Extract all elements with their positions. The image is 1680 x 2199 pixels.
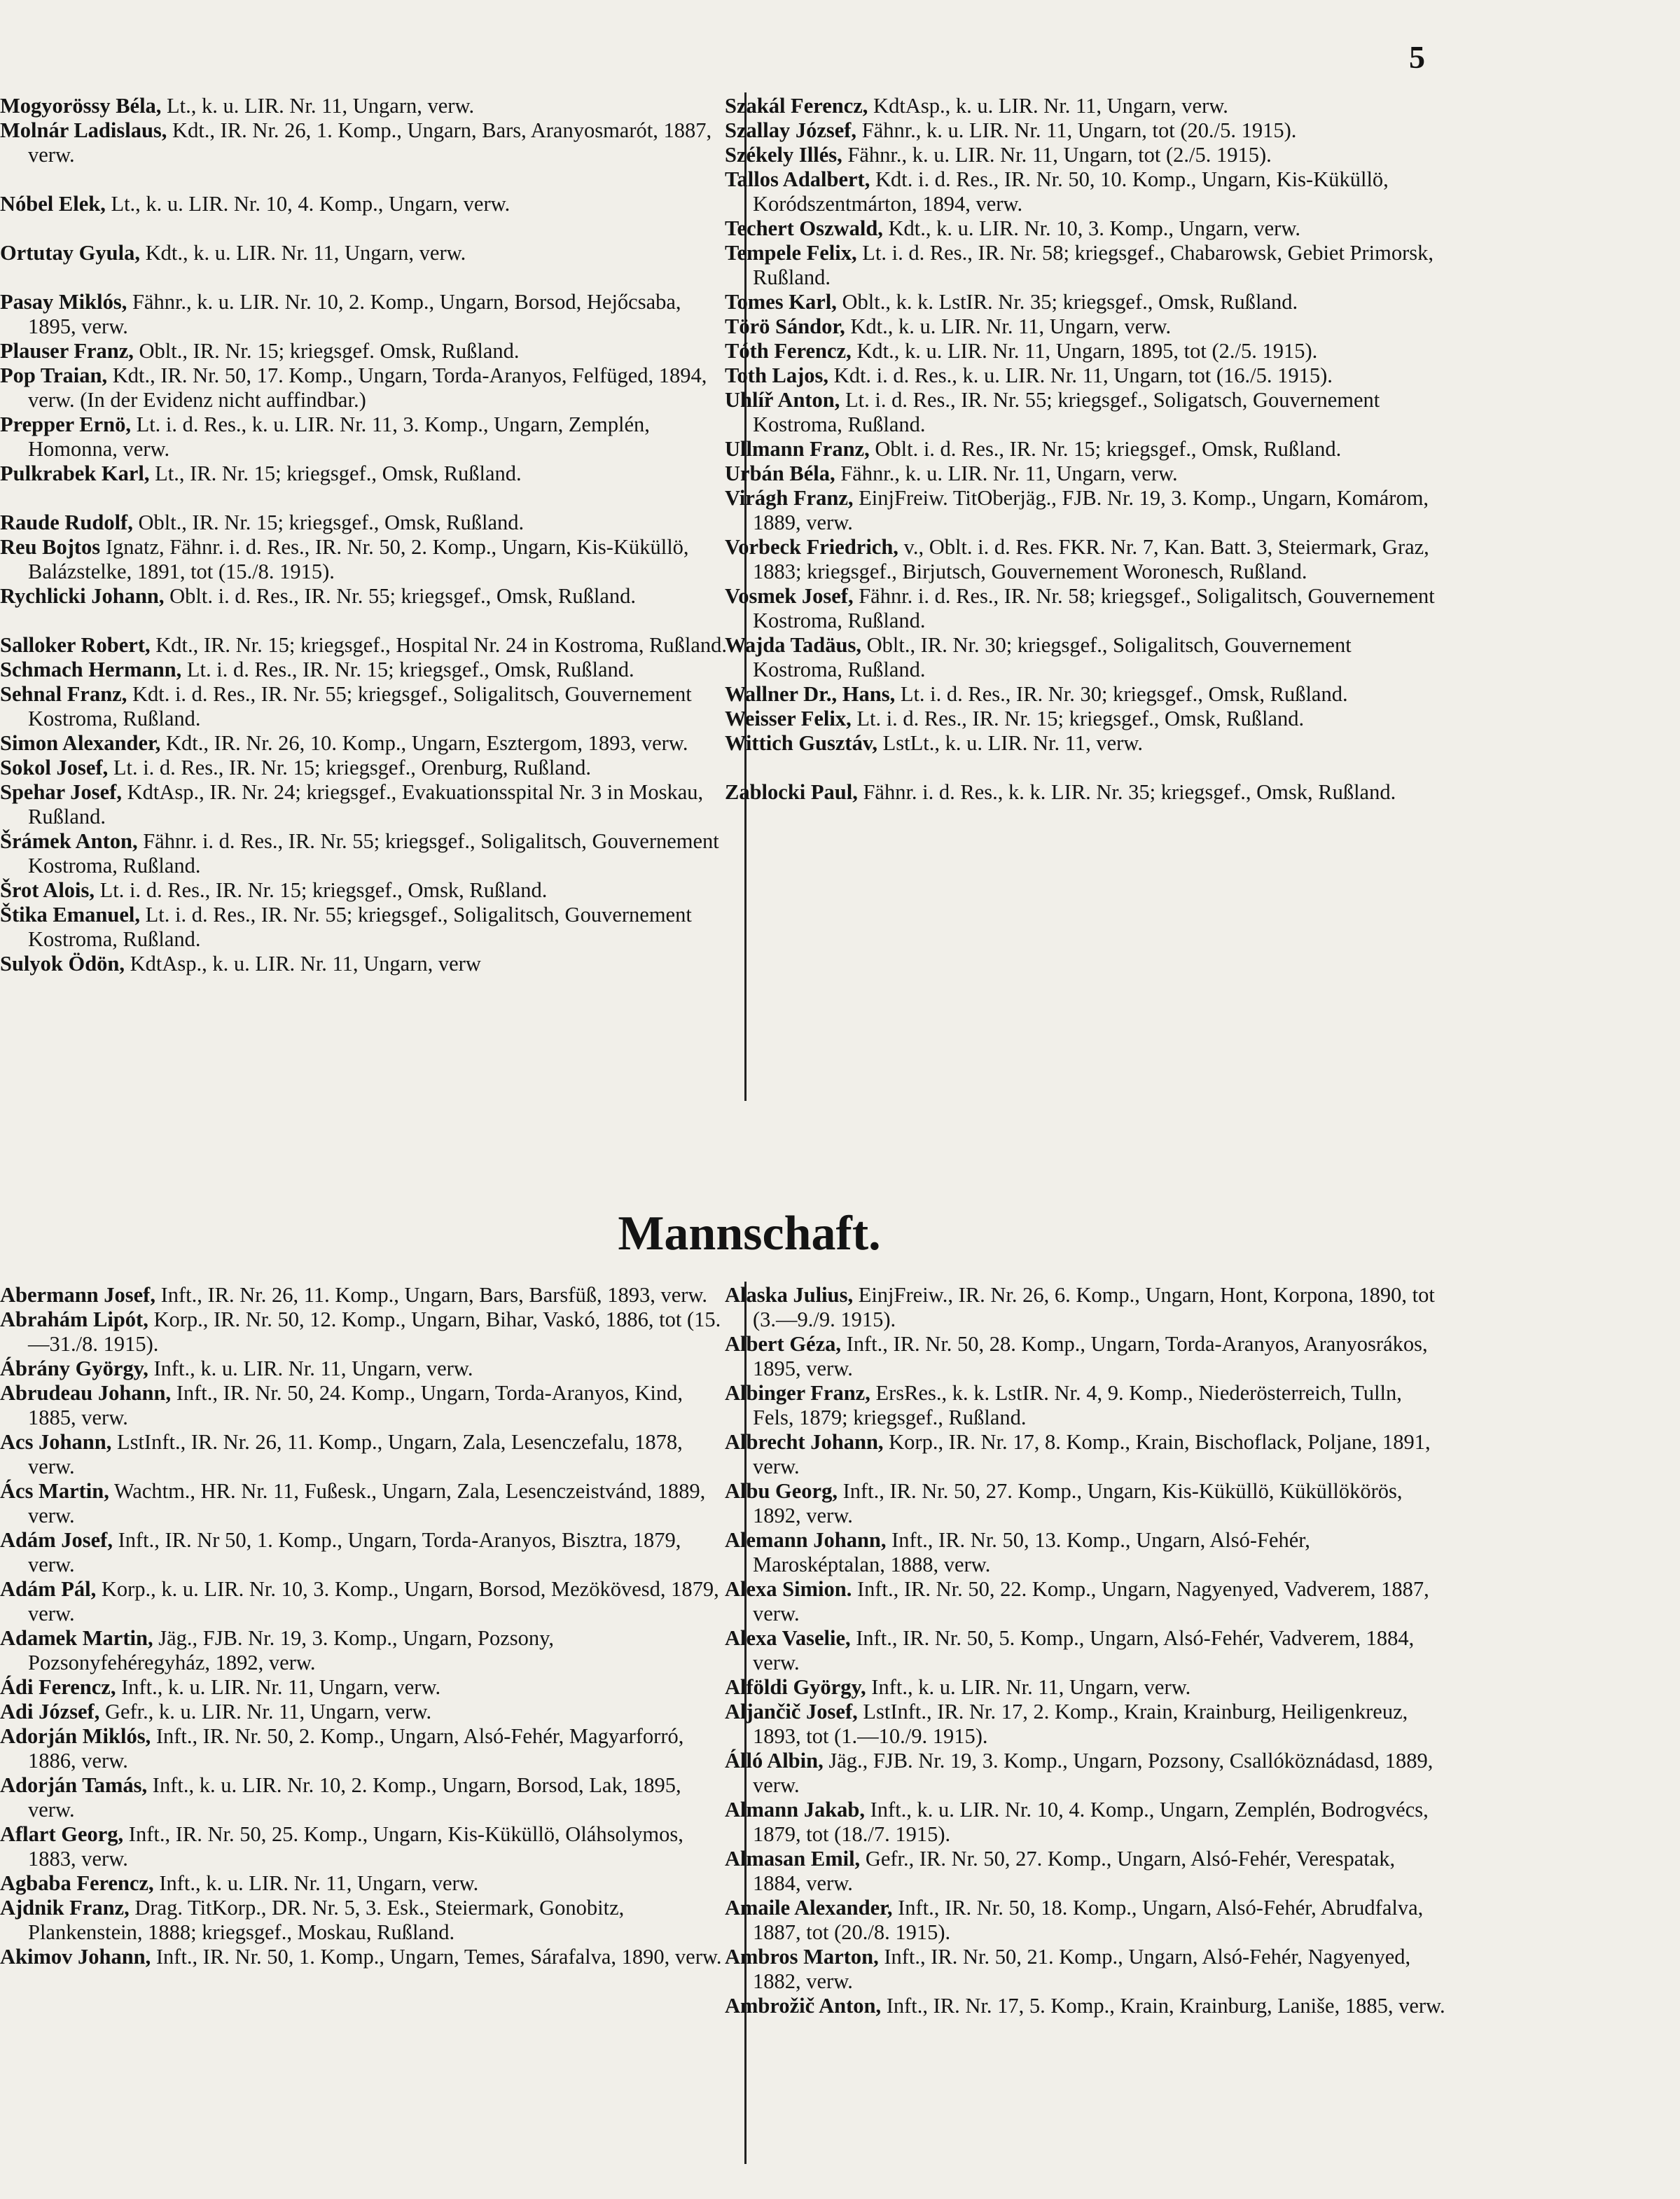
entry-details: Kdt., IR. Nr. 15; kriegsgef., Hospital Nr. 24 in Kostroma, Rußland. [150,633,728,657]
entry-name: Ambrožič Anton, [725,1994,882,2018]
entry-name: Ádi Ferencz, [0,1675,116,1699]
entry-details: Ignatz, Fähnr. i. d. Res., IR. Nr. 50, 2. Komp., Ungarn, Kis-Küküllö, Balázstelke, 1891, tot (15./8. 1915). [28,535,689,583]
entry-details: Kdt., k. u. LIR. Nr. 11, Ungarn, 1895, tot (2./5. 1915). [851,339,1318,363]
entry-details: LstInft., IR. Nr. 17, 2. Komp., Krain, Krainburg, Heiligenkreuz, 1893, tot (1.—10./9. 1915). [753,1700,1408,1748]
entry-name: Nóbel Elek, [0,192,106,216]
entry-details: Kdt. i. d. Res., IR. Nr. 55; kriegsgef., Soligalitsch, Gouvernement Kostroma, Rußland. [28,682,692,730]
entry-name: Techert Oszwald, [725,216,883,240]
register-entry [725,486,1446,535]
entry-details: Inft., k. u. LIR. Nr. 11, Ungarn, verw. [153,1871,479,1895]
entry-details: Inft., IR. Nr 50, 1. Komp., Ungarn, Torda-Aranyos, Bisztra, 1879, verw. [28,1528,681,1576]
entry-details: Inft., IR. Nr. 50, 13. Komp., Ungarn, Alsó-Fehér, Marosképtalan, 1888, verw. [753,1528,1310,1576]
entry-details: Lt. i. d. Res., IR. Nr. 55; kriegsgef., Soligatsch, Gouvernement Kostroma, Rußland. [753,388,1380,436]
entry-name: Wajda Tadäus, [725,633,861,657]
register-entry [725,1381,1446,1430]
register-entry [0,1626,732,1675]
register-entry [725,1847,1446,1896]
register-entry [0,584,732,609]
entry-name: Adám Pál, [0,1577,97,1601]
entry-details: Inft., IR. Nr. 26, 11. Komp., Ungarn, Bars, Barsfüß, 1893, verw. [155,1283,708,1307]
officers-left-column [0,94,732,976]
register-entry [0,1357,732,1381]
register-entry [725,780,1446,805]
mannschaft-right-column [725,1283,1446,2018]
entry-details: Inft., k. u. LIR. Nr. 11, Ungarn, verw. [866,1675,1191,1699]
entry-name: Alexa Simion. [725,1577,852,1601]
register-entry [0,658,732,682]
entry-details: Inft., IR. Nr. 50, 27. Komp., Ungarn, Kis-Küküllö, Küküllökörös, 1892, verw. [753,1479,1403,1527]
entry-details: Jäg., FJB. Nr. 19, 3. Komp., Ungarn, Pozsony, Csallóköznádasd, 1889, verw. [753,1749,1433,1797]
entry-name: Törö Sándor, [725,314,845,338]
entry-name: Schmach Hermann, [0,658,182,681]
entry-details: Kdt., k. u. LIR. Nr. 11, Ungarn, verw. [139,241,466,265]
entry-details: KdtAsp., k. u. LIR. Nr. 11, Ungarn, verw. [868,94,1228,118]
register-entry [725,1430,1446,1479]
register-entry [725,1945,1446,1994]
entry-name: Almasan Emil, [725,1847,861,1871]
register-entry [725,707,1446,731]
entry-details: Lt., IR. Nr. 15; kriegsgef., Omsk, Rußland. [149,462,522,485]
entry-details: Oblt. i. d. Res., IR. Nr. 15; kriegsgef., Omsk, Rußland. [869,437,1342,461]
entry-details: Kdt., IR. Nr. 26, 1. Komp., Ungarn, Bars, Aranyosmarót, 1887, verw. [28,118,712,167]
entry-details: v., Oblt. i. d. Res. FKR. Nr. 7, Kan. Batt. 3, Steiermark, Graz, 1883; kriegsgef., Birjutsch, Gouvernement Woronesch, Rußland. [753,535,1429,583]
register-entry [725,1675,1446,1700]
entry-name: Mogyorössy Béla, [0,94,162,118]
entry-details: Inft., IR. Nr. 50, 24. Komp., Ungarn, Torda-Aranyos, Kind, 1885, verw. [28,1381,683,1429]
entry-name: Álló Albin, [725,1749,824,1773]
entry-name: Szakál Ferencz, [725,94,868,118]
entry-name: Abrudeau Johann, [0,1381,172,1405]
entry-name: Ábrány György, [0,1357,148,1380]
entry-details: LstInft., IR. Nr. 26, 11. Komp., Ungarn, Zala, Lesenczefalu, 1878, verw. [28,1430,683,1478]
entry-details: Kdt., k. u. LIR. Nr. 10, 3. Komp., Ungarn, verw. [882,216,1300,240]
entry-name: Toth Lajos, [725,363,829,387]
register-entry [0,1871,732,1896]
register-entry [0,1675,732,1700]
register-entry [0,1945,732,1969]
entry-details: Fähnr., k. u. LIR. Nr. 11, Ungarn, tot (20./5. 1915). [856,118,1297,142]
page-number: 5 [1409,39,1425,75]
entry-details: Lt. i. d. Res., IR. Nr. 15; kriegsgef., Orenburg, Rußland. [108,756,592,779]
entry-details: Inft., IR. Nr. 50, 22. Komp., Ungarn, Nagyenyed, Vadverem, 1887, verw. [753,1577,1429,1625]
register-entry [725,1798,1446,1847]
entry-name: Salloker Robert, [0,633,151,657]
entry-details: Lt. i. d. Res., IR. Nr. 15; kriegsgef., Omsk, Rußland. [181,658,634,681]
entry-name: Sehnal Franz, [0,682,127,706]
register-entry [0,462,732,486]
register-entry [725,216,1446,241]
entry-details: Jäg., FJB. Nr. 19, 3. Komp., Ungarn, Pozsony, Pozsonyfehéregyház, 1892, verw. [28,1626,555,1674]
entry-details: Lt. i. d. Res., IR. Nr. 58; kriegsgef., Chabarowsk, Gebiet Primorsk, Rußland. [753,241,1434,289]
entry-name: Sokol Josef, [0,756,109,779]
register-entry [0,118,732,167]
register-entry [0,339,732,363]
register-entry [0,290,732,339]
register-entry [0,1307,732,1357]
entry-details: Fähnr., k. u. LIR. Nr. 11, Ungarn, tot (2./5. 1915). [842,143,1272,167]
entry-name: Agbaba Ferencz, [0,1871,154,1895]
entry-details: Kdt., IR. Nr. 26, 10. Komp., Ungarn, Esztergom, 1893, verw. [160,731,688,755]
register-entry [725,1528,1446,1577]
register-entry [725,167,1446,216]
entry-details: Drag. TitKorp., DR. Nr. 5, 3. Esk., Steiermark, Gonobitz, Plankenstein, 1888; kriegsgef., Moskau, Rußland. [28,1896,625,1944]
register-entry [725,1700,1446,1749]
entry-details: Korp., k. u. LIR. Nr. 10, 3. Komp., Ungarn, Borsod, Mezökövesd, 1879, verw. [28,1577,719,1625]
entry-name: Pasay Miklós, [0,290,127,314]
entry-details: Lt. i. d. Res., IR. Nr. 30; kriegsgef., Omsk, Rußland. [895,682,1348,706]
entry-details: Inft., IR. Nr. 50, 1. Komp., Ungarn, Temes, Sárafalva, 1890, verw. [151,1945,722,1969]
entry-name: Adorján Tamás, [0,1773,148,1797]
register-entry [0,829,732,878]
entry-name: Ullmann Franz, [725,437,870,461]
entry-name: Tempele Felix, [725,241,857,265]
entry-name: Aljančič Josef, [725,1700,858,1723]
entry-details: Gefr., IR. Nr. 50, 27. Komp., Ungarn, Alsó-Fehér, Verespatak, 1884, verw. [753,1847,1396,1895]
register-entry [725,462,1446,486]
entry-details: Kdt. i. d. Res., IR. Nr. 50, 10. Komp., Ungarn, Kis-Küküllö, Koródszentmárton, 1894, verw. [753,167,1389,216]
entry-name: Tomes Karl, [725,290,837,314]
entry-name: Prepper Ernö, [0,412,131,436]
entry-name: Alemann Johann, [725,1528,887,1552]
entry-name: Tóth Ferencz, [725,339,852,363]
entry-name: Spehar Josef, [0,780,122,804]
mannschaft-left-column [0,1283,732,1969]
entry-name: Ambros Marton, [725,1945,879,1969]
register-entry [725,1626,1446,1675]
entry-details: Lt., k. u. LIR. Nr. 11, Ungarn, verw. [161,94,475,118]
register-entry [0,1479,732,1528]
entry-name: Molnár Ladislaus, [0,118,167,142]
entry-name: Abrahám Lipót, [0,1307,148,1331]
entry-details: LstLt., k. u. LIR. Nr. 11, verw. [877,731,1143,755]
register-entry [725,535,1446,584]
entry-name: Tallos Adalbert, [725,167,870,191]
entry-name: Pulkrabek Karl, [0,462,150,485]
entry-name: Vosmek Josef, [725,584,854,608]
entry-details: Korp., IR. Nr. 17, 8. Komp., Krain, Bischoflack, Poljane, 1891, verw. [753,1430,1431,1478]
register-entry [0,878,732,903]
register-entry [725,731,1446,756]
entry-details: Oblt., IR. Nr. 30; kriegsgef., Soligalitsch, Gouvernement Kostroma, Rußland. [753,633,1352,681]
entry-name: Adorján Miklós, [0,1724,151,1748]
register-entry [725,1749,1446,1798]
register-entry [725,1577,1446,1626]
entry-details: Lt. i. d. Res., IR. Nr. 55; kriegsgef., Soligalitsch, Gouvernement Kostroma, Rußland. [28,903,692,951]
register-entry [0,1381,732,1430]
entry-details: Kdt., k. u. LIR. Nr. 11, Ungarn, verw. [845,314,1172,338]
entry-details: Inft., IR. Nr. 50, 28. Komp., Ungarn, Torda-Aranyos, Aranyosrákos, 1895, verw. [753,1332,1428,1380]
entry-details: Inft., k. u. LIR. Nr. 10, 2. Komp., Ungarn, Borsod, Lak, 1895, verw. [28,1773,681,1822]
register-entry [0,682,732,731]
entry-name: Raude Rudolf, [0,511,133,534]
entry-name: Akimov Johann, [0,1945,151,1969]
entry-details: Lt. i. d. Res., IR. Nr. 15; kriegsgef., Omsk, Rußland. [95,878,548,902]
entry-name: Rychlicki Johann, [0,584,165,608]
entry-details: Lt. i. d. Res., k. u. LIR. Nr. 11, 3. Komp., Ungarn, Zemplén, Homonna, verw. [28,412,650,461]
entry-name: Albu Georg, [725,1479,838,1503]
register-entry [0,1822,732,1871]
entry-details: Korp., IR. Nr. 50, 12. Komp., Ungarn, Bihar, Vaskó, 1886, tot (15.—31./8. 1915). [28,1307,721,1356]
entry-details: Oblt., k. k. LstIR. Nr. 35; kriegsgef., Omsk, Rußland. [836,290,1298,314]
entry-name: Vorbeck Friedrich, [725,535,898,559]
register-entry [725,118,1446,143]
entry-name: Abermann Josef, [0,1283,155,1307]
register-entry [0,241,732,265]
register-entry [725,290,1446,314]
entry-name: Reu Bojtos [0,535,101,559]
entry-name: Albert Géza, [725,1332,841,1356]
entry-name: Szallay József, [725,118,857,142]
entry-details: Kdt., IR. Nr. 50, 17. Komp., Ungarn, Torda-Aranyos, Felfüged, 1894, verw. (In der Evidenz nicht auffindbar.) [28,363,707,412]
entry-name: Almann Jakab, [725,1798,866,1822]
register-entry [0,363,732,412]
register-entry [0,1430,732,1479]
register-entry [0,94,732,118]
entry-name: Alexa Vaselie, [725,1626,851,1650]
entry-details: Inft., IR. Nr. 50, 2. Komp., Ungarn, Alsó-Fehér, Magyarforró, 1886, verw. [28,1724,684,1773]
entry-name: Székely Illés, [725,143,842,167]
entry-name: Ortutay Gyula, [0,241,140,265]
entry-details: Fähnr., k. u. LIR. Nr. 11, Ungarn, verw. [835,462,1178,485]
entry-name: Ács Martin, [0,1479,109,1503]
register-entry [725,633,1446,682]
register-entry [725,363,1446,388]
register-entry [725,1896,1446,1945]
register-entry [0,412,732,462]
entry-details: KdtAsp., k. u. LIR. Nr. 11, Ungarn, verw [125,952,481,976]
entry-name: Ajdnik Franz, [0,1896,130,1920]
register-entry [725,682,1446,707]
register-entry [0,633,732,658]
register-entry [0,731,732,756]
register-entry [0,535,732,584]
entry-details: Inft., IR. Nr. 50, 18. Komp., Ungarn, Alsó-Fehér, Abrudfalva, 1887, tot (20./8. 1915). [753,1896,1424,1944]
entry-details: Inft., k. u. LIR. Nr. 10, 4. Komp., Ungarn, Zemplén, Bodrogvécs, 1879, tot (18./7. 1915). [753,1798,1429,1846]
entry-name: Štika Emanuel, [0,903,140,927]
entry-details: EinjFreiw., IR. Nr. 26, 6. Komp., Ungarn, Hont, Korpona, 1890, tot (3.—9./9. 1915). [753,1283,1435,1331]
entry-details: Oblt., IR. Nr. 15; kriegsgef. Omsk, Rußland. [133,339,520,363]
register-entry [0,1724,732,1773]
entry-details: Oblt. i. d. Res., IR. Nr. 55; kriegsgef., Omsk, Rußland. [164,584,637,608]
register-entry [0,1528,732,1577]
entry-details: Inft., k. u. LIR. Nr. 11, Ungarn, verw. [148,1357,473,1380]
register-entry [725,1283,1446,1332]
entry-details: Gefr., k. u. LIR. Nr. 11, Ungarn, verw. [99,1700,432,1723]
entry-details: KdtAsp., IR. Nr. 24; kriegsgef., Evakuationsspital Nr. 3 in Moskau, Rußland. [28,780,704,828]
register-entry [0,1773,732,1822]
entry-details: Fähnr. i. d. Res., IR. Nr. 58; kriegsgef., Soligalitsch, Gouvernement Kostroma, Rußland. [753,584,1435,632]
register-entry [725,241,1446,290]
register-entry [725,143,1446,167]
register-entry [725,94,1446,118]
entry-name: Alföldi György, [725,1675,866,1699]
entry-name: Amaile Alexander, [725,1896,893,1920]
register-entry [0,1283,732,1307]
entry-name: Albinger Franz, [725,1381,870,1405]
entry-details: Fähnr. i. d. Res., k. k. LIR. Nr. 35; kriegsgef., Omsk, Rußland. [857,780,1396,804]
entry-details: Inft., IR. Nr. 50, 5. Komp., Ungarn, Alsó-Fehér, Vadverem, 1884, verw. [753,1626,1415,1674]
entry-details: Fähnr. i. d. Res., IR. Nr. 55; kriegsgef., Soligalitsch, Gouvernement Kostroma, Rußland. [28,829,719,877]
register-entry [0,1896,732,1945]
entry-name: Zablocki Paul, [725,780,858,804]
register-entry [0,903,732,952]
register-entry [0,1577,732,1626]
entry-details: Wachtm., HR. Nr. 11, Fußesk., Ungarn, Zala, Lesenczeistvánd, 1889, verw. [28,1479,706,1527]
entry-details: Fähnr., k. u. LIR. Nr. 10, 2. Komp., Ungarn, Borsod, Hejőcsaba, 1895, verw. [28,290,681,338]
entry-details: Lt. i. d. Res., IR. Nr. 15; kriegsgef., Omsk, Rußland. [851,707,1305,730]
register-entry [0,780,732,829]
entry-details: Inft., k. u. LIR. Nr. 11, Ungarn, verw. [116,1675,441,1699]
register-entry [0,952,732,976]
entry-details: ErsRes., k. k. LstIR. Nr. 4, 9. Komp., Niederösterreich, Tulln, Fels, 1879; kriegsgef., Rußland. [753,1381,1402,1429]
entry-name: Sulyok Ödön, [0,952,125,976]
entry-name: Virágh Franz, [725,486,854,510]
entry-details: Inft., IR. Nr. 50, 21. Komp., Ungarn, Alsó-Fehér, Nagyenyed, 1882, verw. [753,1945,1411,1993]
entry-name: Alaska Julius, [725,1283,854,1307]
entry-details: EinjFreiw. TitOberjäg., FJB. Nr. 19, 3. Komp., Ungarn, Komárom, 1889, verw. [753,486,1429,534]
register-entry [725,1994,1446,2018]
register-entry [725,584,1446,633]
register-entry [725,388,1446,437]
entry-details: Inft., IR. Nr. 17, 5. Komp., Krain, Krainburg, Laniše, 1885, verw. [881,1994,1445,2018]
entry-name: Weisser Felix, [725,707,852,730]
entry-name: Wallner Dr., Hans, [725,682,896,706]
entry-name: Šrot Alois, [0,878,95,902]
section-heading-mannschaft: Mannschaft. [618,1207,881,1261]
entry-name: Adám Josef, [0,1528,113,1552]
entry-name: Pop Traian, [0,363,108,387]
entry-name: Wittich Gusztáv, [725,731,878,755]
entry-name: Adamek Martin, [0,1626,153,1650]
register-entry [725,314,1446,339]
entry-name: Urbán Béla, [725,462,835,485]
entry-details: Oblt., IR. Nr. 15; kriegsgef., Omsk, Rußland. [132,511,525,534]
entry-name: Plauser Franz, [0,339,134,363]
entry-name: Simon Alexander, [0,731,161,755]
register-entry [0,1700,732,1724]
entry-details: Inft., IR. Nr. 50, 25. Komp., Ungarn, Kis-Küküllö, Oláhsolymos, 1883, verw. [28,1822,683,1871]
register-entry [725,1332,1446,1381]
officers-right-column [725,94,1446,805]
entry-name: Acs Johann, [0,1430,112,1454]
register-entry [725,1479,1446,1528]
entry-name: Aflart Georg, [0,1822,124,1846]
register-entry [0,192,732,216]
entry-name: Uhlíř Anton, [725,388,840,412]
entry-details: Kdt. i. d. Res., k. u. LIR. Nr. 11, Ungarn, tot (16./5. 1915). [828,363,1333,387]
entry-name: Adi József, [0,1700,100,1723]
register-entry [725,437,1446,462]
register-entry [0,756,732,780]
entry-name: Šrámek Anton, [0,829,138,853]
register-entry [725,339,1446,363]
entry-details: Lt., k. u. LIR. Nr. 10, 4. Komp., Ungarn, verw. [105,192,511,216]
register-entry [0,511,732,535]
entry-name: Albrecht Johann, [725,1430,884,1454]
